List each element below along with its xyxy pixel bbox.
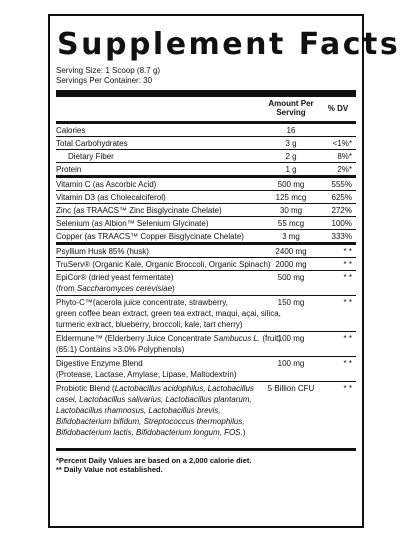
nutrient-amount: 30 mg: [279, 206, 303, 215]
nutrient-row-vitamin-d3: [56, 191, 356, 204]
nutrient-name: Dietary Fiber: [68, 152, 114, 161]
ingredient-name: Phyto-C™(acerola juice concentrate, strawberry,: [56, 298, 228, 307]
ingredient-dv: * *: [343, 298, 352, 307]
nutrient-dv: 8%*: [337, 152, 352, 161]
ingredient-amount: 150 mg: [277, 298, 305, 307]
nutrient-name: Protein: [56, 165, 82, 174]
ingredient-source: (from Saccharomyces cerevisiae): [56, 284, 175, 293]
nutrient-dv: 272%: [331, 206, 352, 215]
ingredient-dv: * *: [343, 273, 352, 282]
ingredient-detail: turmeric extract, blueberry, broccoli, kale, tart cherry): [56, 320, 243, 329]
ingredient-amount: 100 mg: [277, 359, 305, 368]
amount-header-line1: Amount Per: [268, 99, 314, 108]
ingredient-amount: 100 mg: [277, 334, 305, 343]
nutrient-row-calories: [56, 124, 356, 137]
ingredient-name: Probiotic Blend (Lactobacillus acidophilus, Lactobacillus: [56, 384, 254, 393]
ingredient-detail: Bifidobacterium lactis, Bifidobacterium longum, FOS.): [56, 428, 246, 437]
footnote-dv-not-established: ** Daily Value not established.: [56, 465, 163, 474]
ingredient-row-phyto-c: [56, 296, 356, 332]
panel-title: Supplement Facts: [57, 27, 401, 62]
nutrient-name: Calories: [56, 126, 86, 135]
nutrient-dv: 333%: [331, 232, 352, 241]
thick-divider: [56, 90, 356, 97]
nutrient-row-total-carbohydrates: [56, 137, 356, 150]
nutrient-name: Vitamin D3 (as Cholecalciferol): [56, 193, 166, 202]
footnote-dv-basis: *Percent Daily Values are based on a 2,000 calorie diet.: [56, 456, 252, 465]
ingredient-amount: 500 mg: [277, 273, 305, 282]
nutrient-dv: 625%: [331, 193, 352, 202]
amount-header: [262, 99, 320, 117]
nutrient-amount: 55 mcg: [277, 219, 305, 228]
ingredient-detail: casei, Lactobacillus salivarius, Lactobacillus plantarum,: [56, 395, 252, 404]
ingredient-name: TruServ® (Organic Kale, Organic Broccoli, Organic Spinach): [56, 260, 271, 269]
ingredient-amount: 2000 mg: [275, 260, 307, 269]
ingredient-detail: Lactobacillus rhamnosus, Lactobacillus brevis,: [56, 406, 221, 415]
ingredient-dv: * *: [343, 384, 352, 393]
supplement-facts-panel: [48, 14, 401, 528]
ingredient-dv: * *: [343, 247, 352, 256]
serving-size: Serving Size: 1 Scoop (8.7 g): [56, 66, 161, 75]
nutrient-amount: 2 g: [285, 152, 297, 161]
nutrient-amount: 125 mcg: [275, 193, 307, 202]
ingredient-detail: green coffee bean extract, green tea extract, maqui, açai, silica,: [56, 309, 281, 318]
nutrient-name: Vitamin C (as Ascorbic Acid): [56, 180, 157, 189]
nutrient-dv: <1%*: [332, 139, 352, 148]
ingredient-dv: * *: [343, 334, 352, 343]
ingredient-row-probiotic: [56, 382, 356, 451]
nutrient-dv: 555%: [331, 180, 352, 189]
nutrient-amount: 1 g: [285, 165, 297, 174]
nutrient-name: Total Carbohydrates: [56, 139, 128, 148]
dv-header: % DV: [327, 104, 349, 113]
nutrient-amount: 500 mg: [277, 180, 305, 189]
nutrient-name: Copper (as TRAACS™ Copper Bisglycinate Chelate): [56, 232, 244, 241]
ingredient-row-enzyme-blend: [56, 357, 356, 382]
ingredient-name: Eldermune™ (Elderberry Juice Concentrate Sambucus L. (fruit): [56, 334, 281, 343]
ingredient-amount: 5 Billion CFU: [267, 384, 315, 393]
nutrient-row-protein: [56, 163, 356, 178]
ingredient-row-eldermune: [56, 332, 356, 357]
nutrient-name: Zinc (as TRAACS™ Zinc Bisglycinate Chelate): [56, 206, 222, 215]
nutrient-row-vitamin-c: [56, 178, 356, 191]
ingredient-name: EpiCor® (dried yeast fermentate): [56, 273, 174, 282]
ingredient-amount: 2400 mg: [275, 247, 307, 256]
servings-per-container: Servings Per Container: 30: [56, 76, 153, 85]
nutrient-row-dietary-fiber: [56, 150, 356, 163]
nutrient-dv: 2%*: [337, 165, 352, 174]
ingredient-row-psyllium: [56, 245, 356, 258]
column-header: [56, 97, 356, 121]
footnotes: [56, 456, 356, 474]
ingredient-name: Psyllium Husk 85% (husk): [56, 247, 149, 256]
ingredient-row-truserv: [56, 258, 356, 271]
ingredient-dv: * *: [343, 260, 352, 269]
nutrient-name: Selenium (as Albion™ Selenium Glycinate): [56, 219, 209, 228]
nutrient-dv: 100%: [331, 219, 352, 228]
amount-header-line2: Serving: [276, 108, 306, 117]
ingredient-dv: * *: [343, 359, 352, 368]
nutrient-row-copper: [56, 230, 356, 245]
ingredient-row-epicor: [56, 271, 356, 296]
nutrient-row-selenium: [56, 217, 356, 230]
nutrient-amount: 16: [286, 126, 296, 135]
nutrient-row-zinc: [56, 204, 356, 217]
ingredient-detail: (65:1) Contains >3.0% Polyphenols): [56, 345, 185, 354]
ingredient-name: Digestive Enzyme Blend: [56, 359, 143, 368]
nutrient-amount: 3 mg: [282, 232, 300, 241]
ingredient-detail: (Protease, Lactase, Amylase, Lipase, Maltodextrin): [56, 370, 237, 379]
ingredient-detail: Bifidobacterium bifidum, Streptococcus thermophilus,: [56, 417, 245, 426]
nutrient-amount: 3 g: [285, 139, 297, 148]
